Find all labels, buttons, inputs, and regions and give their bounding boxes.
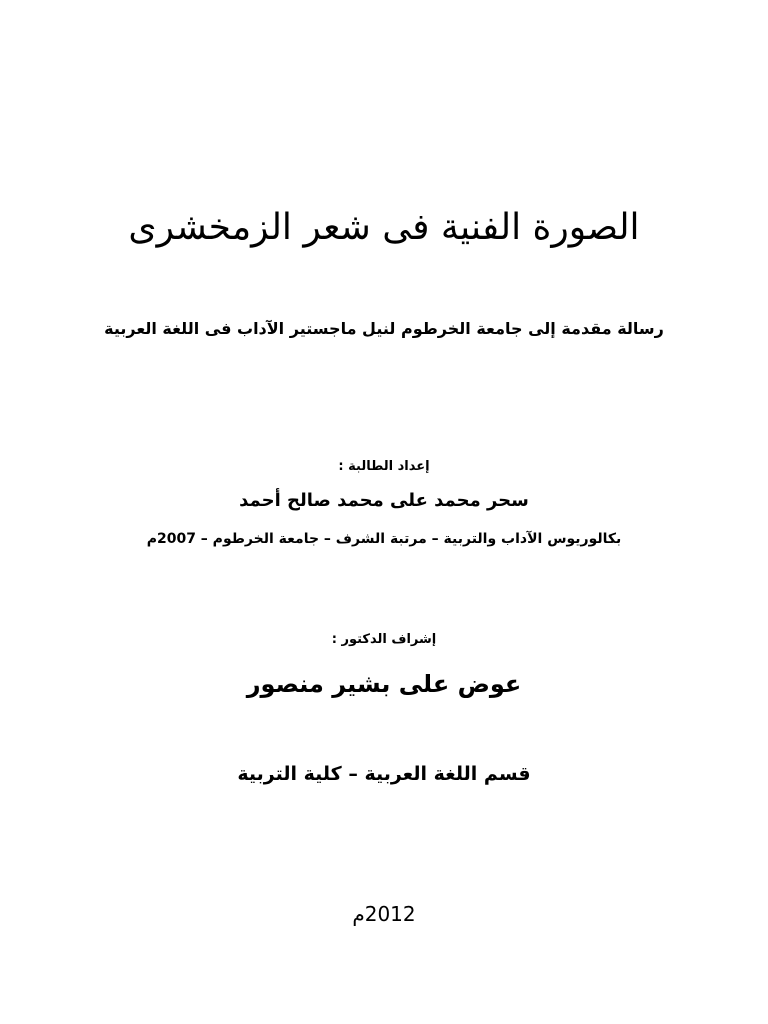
supervisor-name: عوض على بشير منصور <box>246 670 522 698</box>
prepared-by-label: إعداد الطالبة : <box>338 459 430 474</box>
thesis-title: الصورة الفنية فى شعر الزمخشرى <box>128 207 640 248</box>
thesis-subtitle: رسالة مقدمة إلى جامعة الخرطوم لنيل ماجستير الآداب فى اللغة العربية <box>104 319 664 338</box>
supervisor-label: إشراف الدكتور : <box>331 632 437 647</box>
student-name: سحر محمد على محمد صالح أحمد <box>239 490 529 511</box>
student-degree: بكالوريوس الآداب والتربية – مرتبة الشرف – جامعة الخرطوم – 2007م <box>146 531 622 547</box>
department-name: قسم اللغة العربية – كلية التربية <box>237 763 531 785</box>
submission-year: 2012م <box>352 902 416 926</box>
